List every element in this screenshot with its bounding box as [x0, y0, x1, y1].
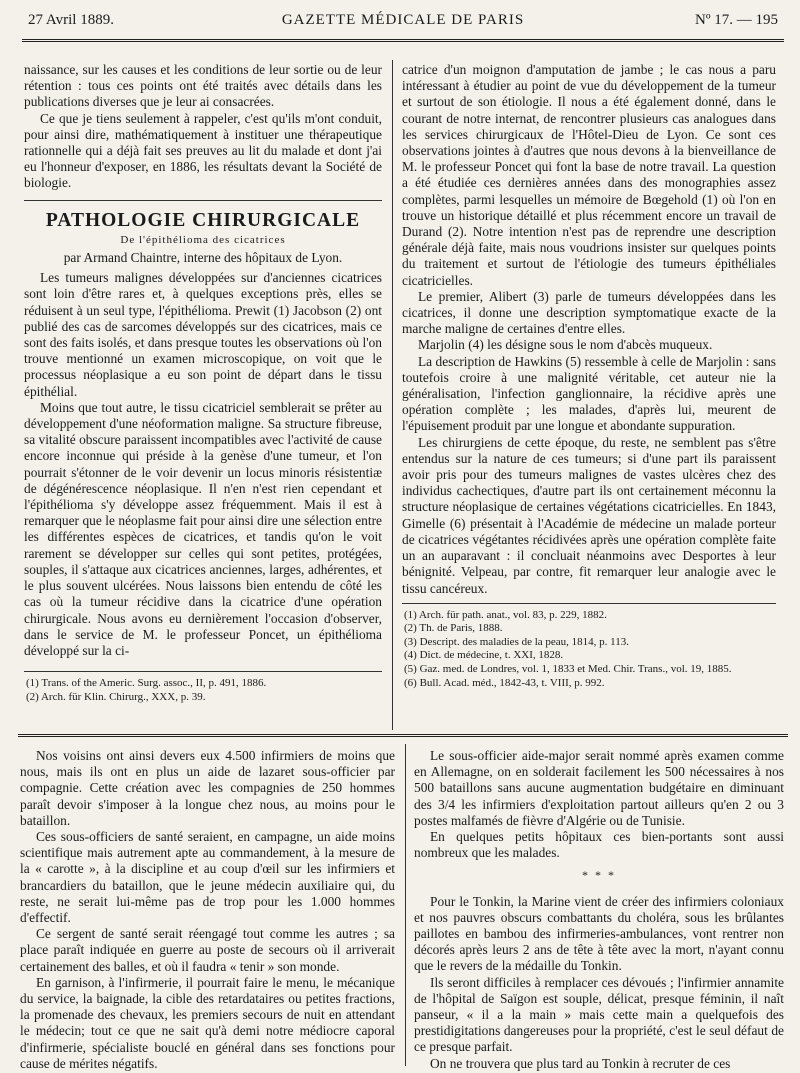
footnotes	[402, 609, 776, 691]
footnote: (1) Trans. of the Americ. Surg. assoc., II, p. 491, 1886.	[26, 677, 267, 690]
paragraph: En quelques petits hôpitaux ces bien-portants sont aussi nombreux que les malades.	[414, 829, 784, 861]
paragraph: Ce que je tiens seulement à rappeler, c'est qu'ils m'ont conduit, pour ainsi dire, mathématiquement à instituer une thérapeutique rationnelle qui a déjà fait ses preuves au lit du malade et dont j'ai eu l'honneur d'exposer, en 1886, les résultats devant la Société de biologie.	[24, 110, 382, 191]
paragraph: Le sous-officier aide-major serait nommé après examen comme en Allemagne, on en solderait facilement les 500 nécessaires à nos 500 bataillons sans aucune augmentation budgétaire en diminuant des 3/4 les infirmiers d'exploitation partout ailleurs qu'en 2 ou 3 postes malfamés de fièvre d'Algérie ou de Tunisie.	[414, 748, 784, 828]
paragraph: catrice d'un moignon d'amputation de jambe ; le cas nous a paru intéressant à étudier au point de vue du développement de la tumeur et surtout de son étiologie. Il nous a été également donné, dans le courant de notre internat, de rencontrer plusieurs cas analogues dans les services chirurgicaux de l'Hôtel-Dieu de Lyon. Ce sont ces observations jointes à d'autres que nous devons à la bienveillance de M. le professeur Poncet qui font la base de notre travail. La question a été étudiée ces dernières années dans des monographies assez complètes, parmi lesquelles un mémoire de Bœgehold (1) où l'on en trouve un historique détaillé et plus récemment encore un travail de Durand (2). Notre intention n'est pas de reprendre une description générale déjà faite, mais nous voudrions insister sur quelques points du traitement et surtout de l'étiologie des tumeurs épithéliales cicatricielles.	[402, 62, 776, 288]
journal-title: GAZETTE MÉDICALE DE PARIS	[281, 12, 525, 28]
paragraph: naissance, sur les causes et les conditions de leur sortie ou de leur rétention : tous ces points ont été traités avec détails dans les publications diverses que je leur ai consacrées.	[24, 62, 382, 110]
paragraph: Le premier, Alibert (3) parle de tumeurs développées dans les cicatrices, il donne une description symptomatique exacte de la marche maligne de certaines d'entre elles.	[402, 288, 776, 337]
article-column-left	[24, 62, 382, 704]
page-header	[28, 12, 778, 36]
paragraph: On ne trouvera que plus tard au Tonkin à recruter de ces	[430, 1055, 731, 1071]
paragraph: Ce sergent de santé serait réengagé tout comme les autres ; sa place paraît indiquée en guerre au poste de secours où il arriverait certainement des balles, et où il faudra « tenir » son monde.	[20, 926, 395, 974]
asterism-divider: * * *	[582, 868, 616, 883]
issue-date: 27 Avril 1889.	[28, 12, 114, 28]
section-title: PATHOLOGIE CHIRURGICALE	[45, 209, 361, 231]
paragraph: Moins que tout autre, le tissu cicatriciel semblerait se prêter au développement d'une néoformation maligne. Sa structure fibreuse, sa vitalité obscure paraissent incompatibles avec l'activité de cause encore inconnue qui préside à la genèse d'une tumeur, et l'on pourrait s'étonner de le voir devenir un locus minoris résistentiæ de dégénérescence néoplasique. Il n'en n'est rien cependant et l'épithélioma s'y développe assez fréquemment. Mais il est à remarquer que le néoplasme fait pour ainsi dire une sélection entre les différentes espèces de cicatrices, et tandis qu'on le voit rarement se développer sur celles qui sont petites, protégées, souples, il s'attaque aux cicatrices anciennes, larges, adhérentes, et le plus souvent ulcérées. Nous laissons bien entendu de côté les cas où la tumeur récidive dans la cicatrice d'une opération chirurgicale. Nous avons eu dernièrement l'occasion d'observer, dans le service de M. le professeur Poncet, un épithélioma développé sur la ci-	[24, 399, 382, 658]
paragraph: Les chirurgiens de cette époque, du reste, ne semblent pas s'être entendus sur la nature de ces tumeurs; si d'une part ils paraissent avoir pris pour des tumeurs malignes de vastes ulcères chez des individus cachectiques, d'autre part ils ont certainement méconnu la structure néoplasique de certaines végétations cicatricielles. En 1843, Gimelle (6) présentait à l'Académie de médecine un malade porteur de cicatrices végétantes récidivées après une opération complète faite un an auparavant : il concluait néanmoins avec Desportes à leur bénignité. Velpeau, par contre, fit remarquer leur analogie avec le tissu cancéreux.	[402, 434, 776, 596]
article-column-right	[402, 62, 776, 690]
footnote: (4) Dict. de médecine, t. XXI, 1828.	[404, 649, 564, 662]
column-divider-bottom	[405, 744, 406, 1066]
footnote: (3) Descript. des maladies de la peau, 1814, p. 113.	[404, 635, 630, 648]
footnote: (1) Arch. für path. anat., vol. 83, p. 229, 1882.	[404, 608, 607, 621]
paragraph: Marjolin (4) les désigne sous le nom d'abcès muqueux.	[418, 337, 713, 353]
feuilleton-column-left	[20, 748, 395, 1072]
footnote: (5) Gaz. med. de Londres, vol. 1, 1833 et Med. Chir. Trans., vol. 19, 1885.	[404, 663, 732, 676]
footnotes	[24, 677, 382, 704]
footnote: (6) Bull. Acad. méd., 1842-43, t. VIII, p. 992.	[404, 676, 605, 689]
section-separator	[18, 734, 788, 737]
paragraph: Pour le Tonkin, la Marine vient de créer des infirmiers coloniaux et nos pauvres obscurs combattants du choléra, sous les brûlantes paillotes en bambou des infirmeries-ambulances, vont rentrer non décorés après leurs 2 ans de tête à tête avec la mort, n'ayant connu que le revers de la médaille du Tonkin.	[414, 893, 784, 974]
paragraph: Les tumeurs malignes développées sur d'anciennes cicatrices sont loin d'être rares et, à quelques exceptions près, elles se réduisent à un seul type, l'épithélioma. Prewit (1) Jacobson (2) ont publié des cas de sarcomes développés sur des cicatrices, mais ce sont des faits isolés, et dans presque toutes les observations où l'on trouve mentionné un examen microscopique, on voit que le processus néoplasique a eu son point de départ dans le tissu épithélial.	[24, 270, 382, 399]
article-byline: par Armand Chaintre, interne des hôpitaux de Lyon.	[63, 250, 343, 266]
column-divider-top	[392, 60, 393, 730]
footnote-rule	[24, 671, 382, 672]
page-number: Nº 17. — 195	[695, 12, 778, 28]
footnote: (2) Arch. für Klin. Chirurg., XXX, p. 39.	[26, 690, 206, 703]
feuilleton-column-right	[414, 748, 784, 1072]
paragraph: Ces sous-officiers de santé seraient, en campagne, un aide moins scientifique mais autrement apte au commandement, à la mesure de la « carotte », à la discipline et au coup d'œil sur les infirmiers et brancardiers du bataillon, que le jeune médecin auxiliaire qui, du reste, ne serait lui-même pas de trop pour les 1.000 hommes d'effectif.	[20, 829, 395, 926]
paragraph: En garnison, à l'infirmerie, il pourrait faire le menu, le mécanique du service, la baignade, la cible des retardataires ou petites fractions, la promenade des chevaux, les premiers secours de nuit en attendant le médecin; tout ce que ne sait qu'à demi notre médiocre caporal d'infirmerie, spécialiste bouclé en général dans ses fonctions pour cause de mérites négatifs.	[20, 974, 395, 1071]
header-rule	[22, 39, 784, 42]
footnote: (2) Th. de Paris, 1888.	[404, 622, 503, 635]
section-rule	[24, 200, 382, 201]
paragraph: Nos voisins ont ainsi devers eux 4.500 infirmiers de moins que nous, mais ils ont en plus un aide de lazaret sous-officier par compagnie. Cette création avec les compagnies de 250 hommes paraît devoir s'imposer à la longue chez nous, au moins pour le bataillon.	[20, 748, 395, 828]
footnote-rule	[402, 603, 776, 604]
article-title: De l'épithélioma des cicatrices	[120, 233, 286, 246]
paragraph: La description de Hawkins (5) ressemble à celle de Marjolin : sans toutefois croire à une malignité véritable, cet auteur nie la généralisation, l'infection ganglionnaire, la récidive après une opération complète ; les malades, d'après lui, meurent de l'épuisement produit par une longue et abondante suppuration.	[402, 353, 776, 434]
paragraph: Ils seront difficiles à remplacer ces dévoués ; l'infirmier annamite de l'hôpital de Saïgon est souple, délicat, presque féminin, il naît panseur, « il a la main » mais cette main a quelquefois des prestidigitations dangereuses pour la propriété, c'est le seul défaut de ce presque parfait.	[414, 974, 784, 1055]
